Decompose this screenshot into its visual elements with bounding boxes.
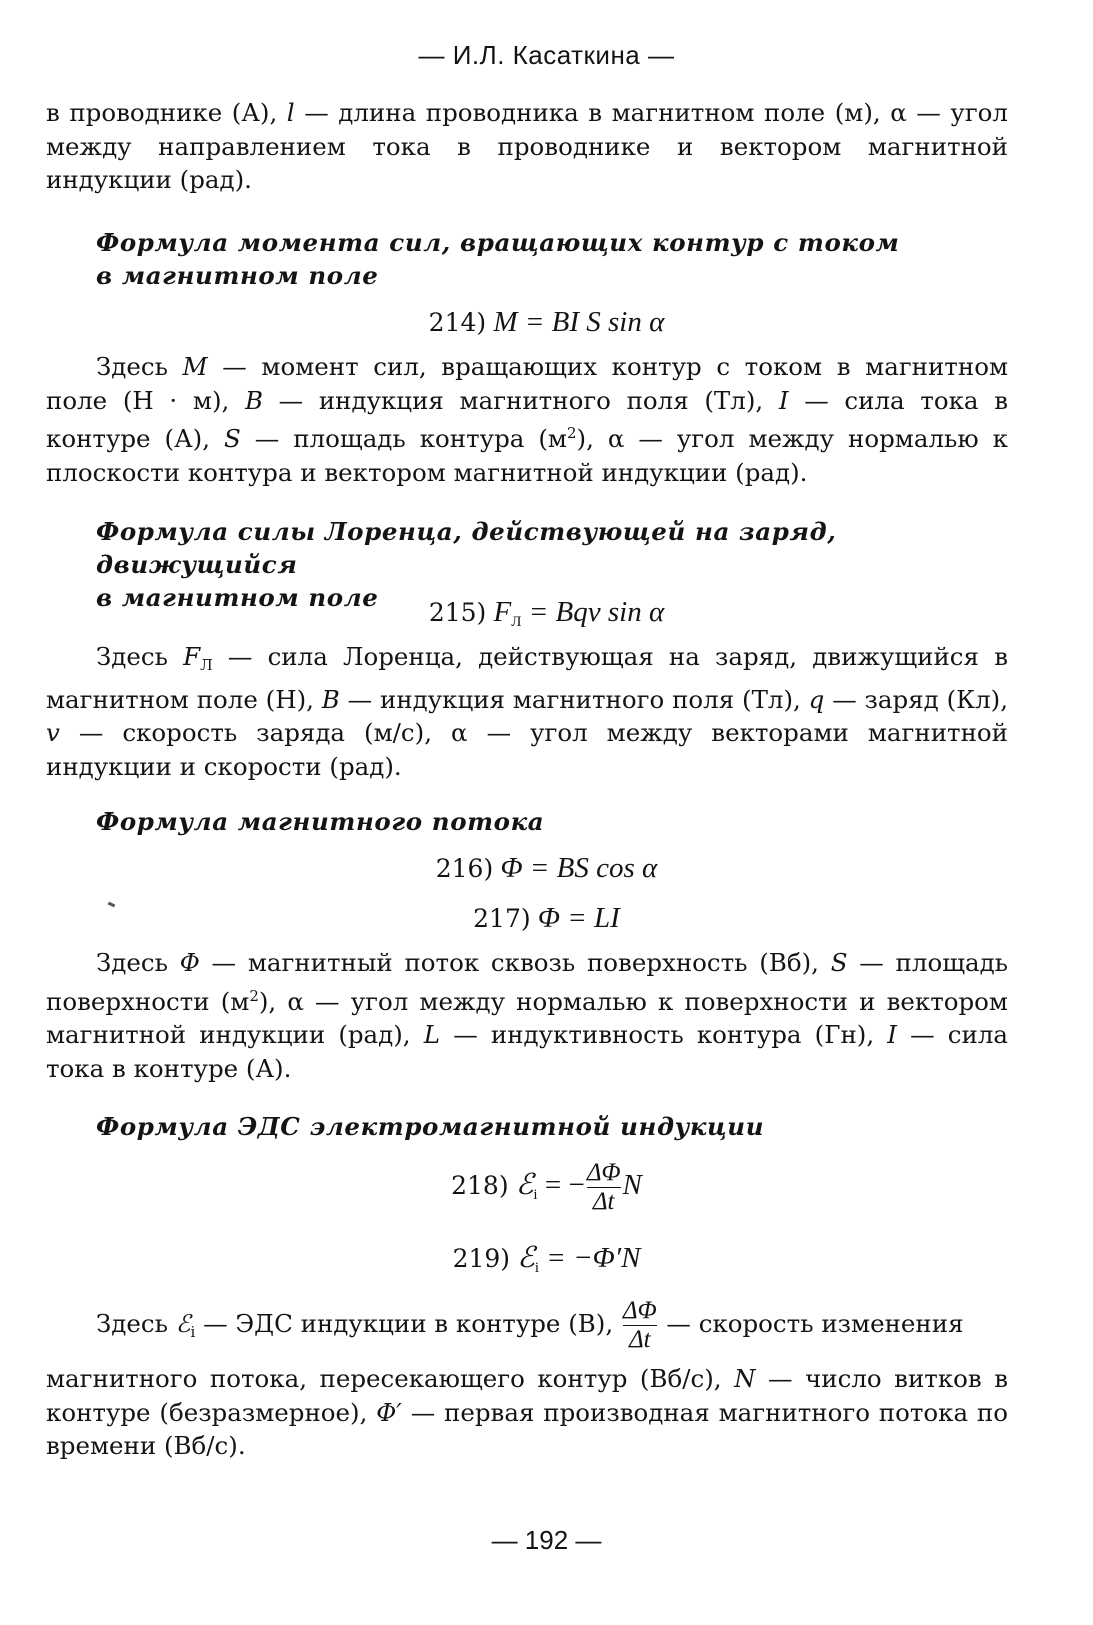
page-number: — 192 — (491, 1525, 602, 1555)
lorentz-explanation: Здесь $F_Л$ — сила Лоренца, действующая на заряд, движущийся в магнитном поле (Н), B — индукция магнитного поля (Тл), q — заряд (Кл), v — скорость заряда (м/с), α — угол между векторами магнитной индукции и скорости (рад). (46, 642, 1009, 781)
formula-217: 217) Φ = LI (473, 902, 620, 934)
section-heading-moment: Формула момента сил, вращающих контур с током в магнитном поле (96, 228, 900, 290)
fraction-dphi-dt-inline: $\frac{\Delta\Phi}{\Delta t}$ (622, 1297, 657, 1353)
flux-explanation: Здесь Φ — магнитный поток сквозь поверхность (Вб), S — площадь поверхности $(м^2)$, α — угол между нормалью к поверхности и вектором магнитной индукции (рад), L — индуктивность контура (Гн), I — сила тока в контуре (А). (46, 948, 1009, 1083)
emf-explanation-line1: Здесь ℰ$_i$ — ЭДС индукции в контуре (В), $\frac{\Delta\Phi}{\Delta t}$ — скорость изменения (96, 1297, 964, 1353)
formula-218: 218) ℰ$_i$ = − $\frac{\Delta\Phi}{\Delta t}$ N (451, 1159, 642, 1215)
section-heading-emf: Формула ЭДС электромагнитной индукции (96, 1112, 765, 1141)
emf-explanation: магнитного потока, пересекающего контур (Вб/с), N — число витков в контуре (безразмерное), Φ′ — первая производная магнитного потока по времени (Вб/с). (46, 1364, 1008, 1460)
formula-219: 219) ℰ$_i$ = −Φ′N (452, 1242, 641, 1276)
intro-paragraph: в проводнике (А), l — длина проводника в магнитном поле (м), α — угол между направлением тока в проводнике и вектором магнитной индукции (рад). (46, 98, 1008, 194)
section-heading-flux: Формула магнитного потока (96, 807, 545, 836)
formula-214: 214) M = BI S sin α (428, 306, 665, 338)
running-header: — И.Л. Касаткина — (418, 40, 675, 70)
section-heading-lorentz: Формула силы Лоренца, действующей на заряд, движущийся в магнитном поле (96, 517, 837, 612)
moment-explanation: Здесь M — момент сил, вращающих контур с током в магнитном поле (Н · м), B — индукция магнитного поля (Тл), I — сила тока в контуре (А), S — площадь контура $(м^2)$, α — угол между нормалью к плоскости контура и вектором магнитной индукции (рад). (46, 352, 1008, 487)
formula-215: 215) $F_Л$ = Bqv sin α (428, 596, 665, 630)
fraction-dphi-dt: $\frac{\Delta\Phi}{\Delta t}$ (586, 1159, 621, 1215)
formula-216: 216) Φ = BS cos α (435, 852, 658, 884)
